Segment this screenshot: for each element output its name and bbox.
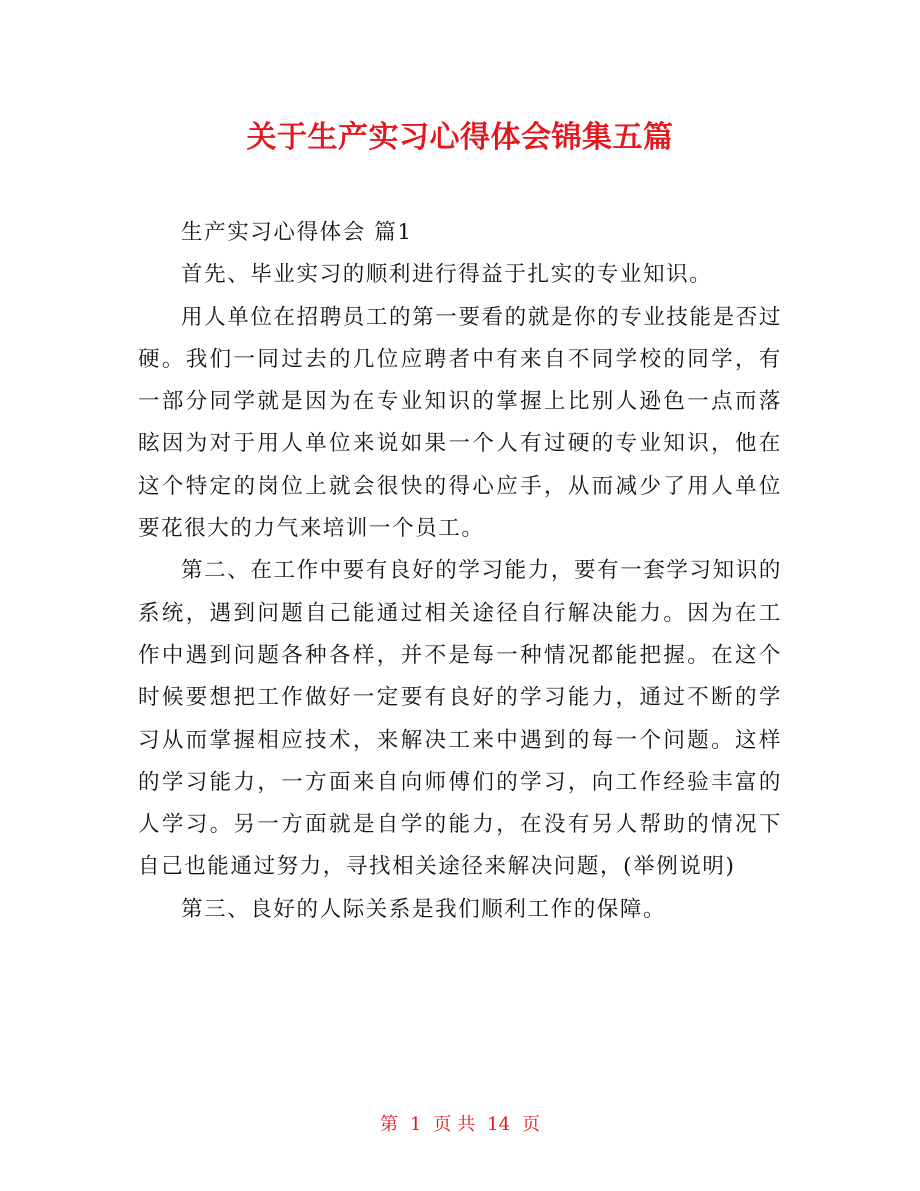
paragraph: 第三、良好的人际关系是我们顺利工作的保障。 <box>181 896 667 922</box>
page-footer <box>0 1112 920 1138</box>
current-page-number: 1 <box>409 1114 422 1135</box>
page-label-mid: 页 共 <box>433 1114 476 1135</box>
paragraph: 用人单位在招聘员工的第一要看的就是你的专业技能是否过硬。我们一同过去的几位应聘者中有来自不同学校的同学，有一部分同学就是因为在专业知识的掌握上比别人逊色一点而落眩因为对于用人单位来说如果一个人有过硬的专业知识，他在这个特定的岗位上就会很快的得心应手，从而减少了用人单位要花很大的力气来培训一个员工。 <box>138 304 782 542</box>
page-label-suffix: 页 <box>522 1114 541 1135</box>
document-title: 关于生产实习心得体会锦集五篇 <box>246 120 674 155</box>
paragraph: 第二、在工作中要有良好的学习能力，要有一套学习知识的系统，遇到问题自己能通过相关途径自行解决能力。因为在工作中遇到问题各种各样，并不是每一种情况都能把握。在这个时候要想把工作做好一定要有良好的学习能力，通过不断的学习从而掌握相应技术，来解决工来中遇到的每一个问题。这样的学习能力，一方面来自向师傅们的学习，向工作经验丰富的人学习。另一方面就是自学的能力，在没有另人帮助的情况下自己也能通过努力，寻找相关途径来解决问题，(举例说明) <box>138 558 782 880</box>
document-body <box>138 212 782 931</box>
paragraph: 首先、毕业实习的顺利进行得益于扎实的专业知识。 <box>181 262 713 288</box>
page-label-prefix: 第 <box>379 1114 398 1135</box>
total-pages-number: 14 <box>487 1114 511 1135</box>
section-heading: 生产实习心得体会 篇1 <box>181 220 413 245</box>
